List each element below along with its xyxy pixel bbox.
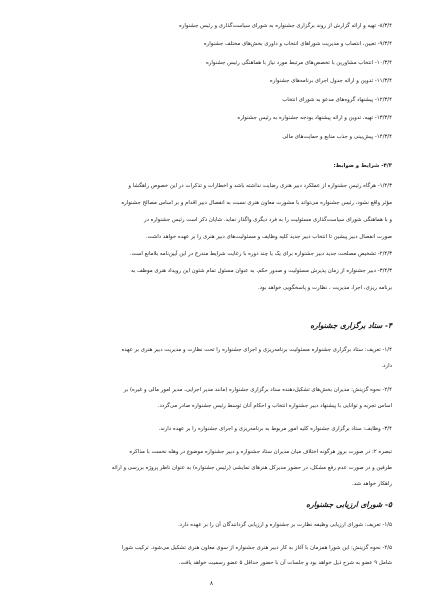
- paragraph-line: اساس تجربه و توانایی با پیشنهاد دبیر جشنواره انتخاب و احکام آنان توسط رئیس جشنواره صادر می‌گردد.: [157, 403, 392, 409]
- paragraph-line: ۳/۴- وظایف: ستاد برگزاری جشنواره کلیه امور مربوط به برنامه‌ریزی و اجرای جشنواره را بر عهده دارند.: [158, 426, 392, 432]
- page-number: ۸: [209, 580, 214, 587]
- paragraph-line: مؤثر واقع نشود، رئیس جشنواره می‌تواند با مشورت معاون هنری نسبت به انفصال دبیر اقدام و بر اساس مصالح جشنواره: [121, 200, 392, 206]
- note-line: تبصره ۲: در صورت بروز هرگونه اختلاف میان مدیران ستاد جشنواره و دبیر جشنواره موضوع در وهله نخست با مذاکره: [129, 449, 392, 455]
- section-heading: ۴- ستاد برگزاری جشنواره: [310, 321, 392, 330]
- list-item: ۱۰/۳/۴- انتخاب مشاورین با تخصص‌های مرتبط مورد نیاز با هماهنگی رئیس جشنواره: [205, 60, 392, 66]
- list-item: ۱۴/۳/۴- پیش‌بینی و جذب منابع و حمایت‌های مالی: [282, 134, 392, 140]
- paragraph-line: برنامه ریزی، اجرا، مدیریت ، نظارت و پاسخگویی خواهد بود.: [257, 285, 392, 291]
- paragraph-line: دارد.: [381, 363, 392, 369]
- note-line: طرفین و در صورت عدم رفع مشکل، در حضور مدیرکل هنرهای نمایشی (رئیس جشنواره) به عنوان ناظر پروژه بررسی و ارائه: [111, 465, 392, 471]
- paragraph-line: ۲/۴- نحوه گزینش: مدیران بخش‌های تشکیل‌دهنده ستاد برگزاری جشنواره (مانند مدیر اجرایی، مدیر امور مالی و غیره) بر: [123, 387, 392, 393]
- note-line: راهکار خواهد شد.: [352, 481, 392, 487]
- paragraph-line: ۲/۵- نحوه گزینش: این شورا همزمان با آغاز به کار دبیر هنری جشنواره از سوی معاون هنری تشکیل می‌شود. ترکیب شورا: [121, 545, 392, 551]
- list-item: ۸/۳/۴- تهیه و ارائه گزارش از روند برگزاری جشنواره به شورای سیاست‌گذاری و رئیس جشنواره: [178, 23, 392, 29]
- paragraph-line: صورت انفصال دبیر پیشین تا انتخاب دبیر جدید کلیه وظایف و مسئولیت‌های دبیر هنری را بر عهده خواهد داشت.: [145, 234, 392, 240]
- conditions-title: ۴/۳- شرایط و ضوابط:: [333, 163, 392, 169]
- paragraph-line: ۱/۴/۳- هرگاه رئیس جشنواره از عملکرد دبیر هنری رضایت نداشته باشد و اخطارات و تذکرات در این خصوص راهگشا و: [128, 183, 392, 189]
- paragraph-line: ۱/۴- تعریف: ستاد برگزاری جشنواره مسئولیت برنامه‌ریزی و اجرای جشنواره را تحت نظارت و مدیریت دبیر هنری بر عهده: [121, 347, 392, 353]
- list-item: ۱۱/۳/۴- تدوین و ارائه جدول اجرای برنامه‌های جشنواره: [269, 78, 392, 84]
- paragraph-line: و با هماهنگی شورای سیاست‌گذاری مسئولیت را به فرد دیگری واگذار نماید. شایان ذکر است رئیس جشنواره در: [143, 217, 392, 223]
- list-item: ۹/۳/۴- تعیین، انتصاب و مدیریت شوراهای انتخاب و داوری بخش‌های مختلف جشنواره: [203, 41, 392, 47]
- list-item: ۱۳/۳/۴- تهیه، تدوین و ارائه پیشنهاد بودجه جشنواره به رئیس جشنواره: [237, 115, 392, 121]
- section-heading: ۵- شورای ارزیابی جشنواره: [306, 500, 392, 509]
- paragraph-line: ۲/۴/۳- تشخیص مصلحت جدید دبیر جشنواره برای یک یا چند دوره با رعایت شرایط مندرج در این آیین‌نامه بلامانع است.: [129, 251, 392, 257]
- list-item: ۱۲/۳/۴- پیشنهاد گروه‌های مدعو به شورای انتخاب: [282, 97, 392, 103]
- paragraph-line: ۳/۴/۳- دبیر جشنواره از زمان پذیرش مسئولیت و صدور حکم، به عنوان مسئول تمام شئون این رویداد هنری موظف به: [130, 268, 392, 274]
- paragraph-line: شامل ۹ عضو به شرح ذیل خواهد بود و جلسات آن با حضور حداقل ۵ عضو رسمیت خواهد یافت.: [178, 560, 392, 566]
- paragraph-line: ۱/۵- تعریف: شورای ارزیابی وظیفه نظارت بر جشنواره و ارزیابی گردانندگان آن را بر عهده دارد.: [177, 522, 392, 528]
